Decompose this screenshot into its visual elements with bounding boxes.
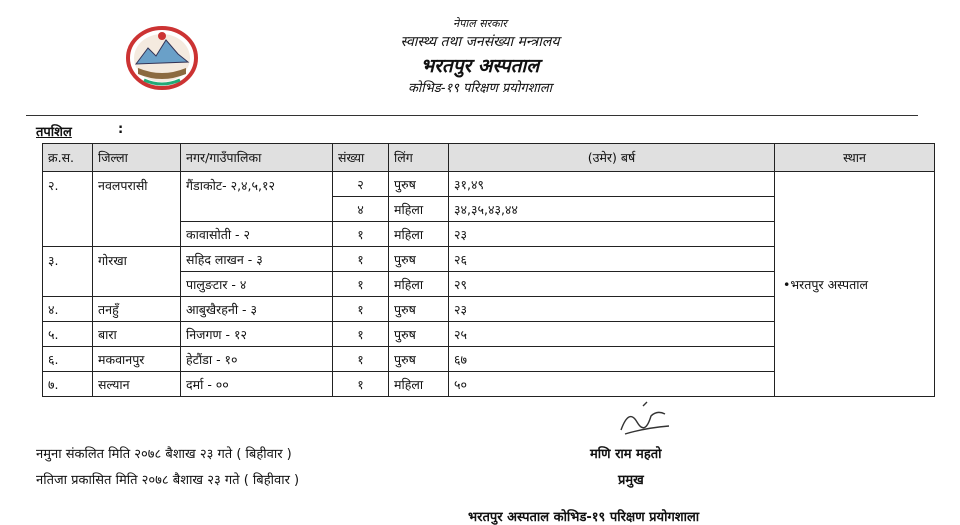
cell-place: •भरतपुर अस्पताल: [775, 172, 935, 397]
hospital-name: भरतपुर अस्पताल: [420, 55, 540, 77]
cell-age: २३: [449, 222, 775, 247]
cell-sex: पुरुष: [389, 322, 449, 347]
cell-sex: महिला: [389, 372, 449, 397]
cell-sex: पुरुष: [389, 347, 449, 372]
cell-sex: पुरुष: [389, 297, 449, 322]
government-name: नेपाल सरकार: [453, 17, 507, 30]
cell-count: १: [333, 322, 389, 347]
col-header-age: (उमेर) बर्ष: [449, 144, 775, 172]
cell-district: बारा: [93, 322, 181, 347]
cell-district: सल्यान: [93, 372, 181, 397]
cell-sn: २.: [43, 172, 93, 247]
result-published-date: नतिजा प्रकासित मिति २०७८ बैशाख २३ गते ( बिहीवार ): [36, 473, 300, 488]
signer-name: मणि राम महतो: [590, 447, 662, 462]
cell-district: तनहुँ: [93, 297, 181, 322]
col-header-place: स्थान: [775, 144, 935, 172]
cell-sex: महिला: [389, 272, 449, 297]
col-header-sex: लिंग: [389, 144, 449, 172]
cell-district: गोरखा: [93, 247, 181, 297]
cell-count: १: [333, 372, 389, 397]
cell-age: २३: [449, 297, 775, 322]
cell-count: ४: [333, 197, 389, 222]
cell-municipality: पालुङटार - ४: [181, 272, 333, 297]
details-colon: :: [118, 122, 124, 137]
sample-collected-date: नमुना संकलित मिति २०७८ बैशाख २३ गते ( बिहीवार ): [36, 447, 292, 462]
handwritten-signature: [615, 400, 675, 440]
cell-municipality: हेटौंडा - १०: [181, 347, 333, 372]
cell-count: १: [333, 347, 389, 372]
covid-results-table: [42, 143, 935, 397]
cell-age: २९: [449, 272, 775, 297]
cell-municipality: गैंडाकोट- २,४,५,१२: [181, 172, 333, 222]
cell-count: १: [333, 247, 389, 272]
cell-age: ३४,३५,४३,४४: [449, 197, 775, 222]
ministry-name: स्वास्थ्य तथा जनसंख्या मन्त्रालय: [400, 34, 560, 50]
cell-municipality: आबुखैरहनी - ३: [181, 297, 333, 322]
cell-municipality: सहिद लाखन - ३: [181, 247, 333, 272]
cell-age: ६७: [449, 347, 775, 372]
header-divider: [26, 115, 918, 116]
lab-name: कोभिड-१९ परिक्षण प्रयोगशाला: [407, 81, 553, 96]
table-row: [43, 172, 935, 197]
cell-sn: ४.: [43, 297, 93, 322]
cell-sn: ७.: [43, 372, 93, 397]
cell-age: २६: [449, 247, 775, 272]
cell-sex: पुरुष: [389, 172, 449, 197]
cell-count: १: [333, 297, 389, 322]
col-header-district: जिल्ला: [93, 144, 181, 172]
details-label: तपशिल: [36, 125, 72, 140]
signer-title: प्रमुख: [618, 473, 644, 488]
cell-district: मकवानपुर: [93, 347, 181, 372]
footer-lab-name: भरतपुर अस्पताल कोभिड-१९ परिक्षण प्रयोगशाला: [468, 510, 700, 525]
cell-municipality: कावासोती - २: [181, 222, 333, 247]
cell-sex: पुरुष: [389, 247, 449, 272]
cell-count: १: [333, 222, 389, 247]
cell-municipality: निजगण - १२: [181, 322, 333, 347]
col-header-sn: क्र.स.: [43, 144, 93, 172]
cell-municipality: दर्मा - ००: [181, 372, 333, 397]
cell-sn: ५.: [43, 322, 93, 347]
cell-age: ५०: [449, 372, 775, 397]
cell-sex: महिला: [389, 222, 449, 247]
cell-district: नवलपरासी: [93, 172, 181, 247]
nepal-government-emblem: [122, 22, 202, 92]
cell-sn: ६.: [43, 347, 93, 372]
col-header-municipality: नगर/गाउँपालिका: [181, 144, 333, 172]
cell-sn: ३.: [43, 247, 93, 297]
cell-count: २: [333, 172, 389, 197]
cell-sex: महिला: [389, 197, 449, 222]
col-header-count: संख्या: [333, 144, 389, 172]
cell-age: २५: [449, 322, 775, 347]
cell-age: ३१,४९: [449, 172, 775, 197]
cell-count: १: [333, 272, 389, 297]
table-header-row: [43, 144, 935, 172]
